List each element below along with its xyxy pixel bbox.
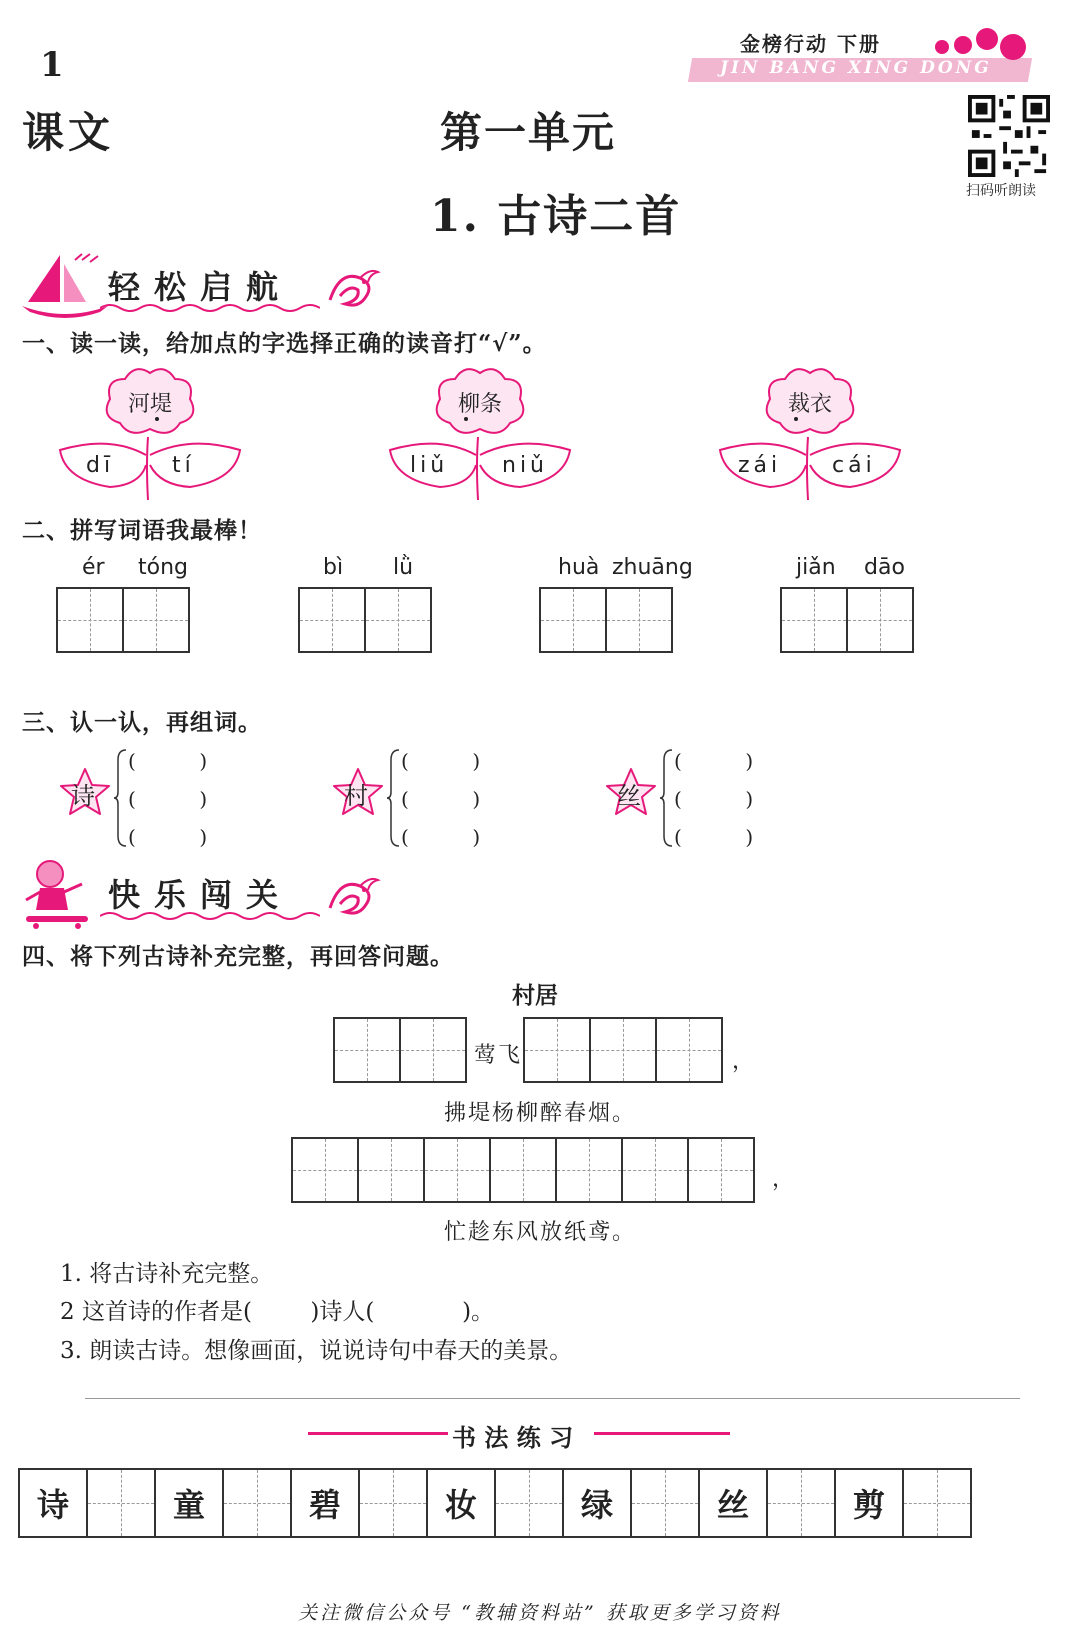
tian-cell[interactable] <box>399 1017 467 1083</box>
tian-cell[interactable] <box>780 587 848 653</box>
brand-dot-icon <box>935 40 949 54</box>
poem-line4: 忙趁东风放纸鸢。 <box>444 1220 637 1245</box>
tian-cell[interactable] <box>555 1137 623 1203</box>
recognize-group <box>331 744 571 854</box>
tian-cell[interactable] <box>298 587 366 653</box>
brand-dot-icon <box>976 28 998 50</box>
word-slot[interactable]: ( ) <box>401 787 481 811</box>
tian-cell[interactable] <box>489 1137 557 1203</box>
flower-icon <box>710 365 910 505</box>
tian-cell[interactable] <box>539 587 607 653</box>
tian-cell[interactable] <box>333 1017 401 1083</box>
banner-title: 快乐闯关 <box>108 876 293 914</box>
pinyin-option[interactable]: niǔ <box>502 453 548 478</box>
brace-icon <box>114 748 128 848</box>
page-number: 1 <box>40 45 64 85</box>
brace-icon <box>660 748 674 848</box>
pinyin-label: zhuāng <box>612 555 693 580</box>
pinyin-label: bì <box>323 555 344 580</box>
word-slot[interactable]: ( ) <box>674 787 754 811</box>
practice-cell[interactable] <box>86 1468 156 1538</box>
tian-cell[interactable] <box>621 1137 689 1203</box>
section-label: 课文 <box>22 108 115 157</box>
flower-word: 河堤 <box>127 392 172 417</box>
calligraphy-char: 碧 <box>290 1468 360 1538</box>
banner-divider <box>100 910 320 922</box>
phoenix-icon <box>320 260 382 320</box>
question-1-title: 一、读一读，给加点的字选择正确的读音打“√”。 <box>22 330 547 357</box>
flower-icon <box>50 365 250 505</box>
emphasis-dot <box>794 417 798 421</box>
practice-cell[interactable] <box>630 1468 700 1538</box>
brand-dot-icon <box>954 36 972 54</box>
tian-cell[interactable] <box>122 587 190 653</box>
calligraphy-char: 童 <box>154 1468 224 1538</box>
recognize-group <box>604 744 844 854</box>
calligraphy-char: 剪 <box>834 1468 904 1538</box>
poem-given-chars: 莺飞 <box>474 1043 523 1068</box>
poem-grid-line1-b <box>525 1017 723 1083</box>
recognize-char: 诗 <box>71 782 95 810</box>
tian-cell[interactable] <box>523 1017 591 1083</box>
qr-code-icon[interactable] <box>968 95 1050 177</box>
pinyin-label: tóng <box>138 555 188 580</box>
pinyin-option[interactable]: tí <box>172 453 195 478</box>
practice-cell[interactable] <box>494 1468 564 1538</box>
poem-punct: ， <box>732 1049 757 1074</box>
tian-cell[interactable] <box>291 1137 359 1203</box>
tian-cell[interactable] <box>364 587 432 653</box>
sub-question: 3. 朗读古诗。想像画面，说说诗句中春天的美景。 <box>60 1338 573 1364</box>
unit-title: 第一单元 <box>440 108 617 157</box>
sailboat-icon <box>20 250 110 320</box>
divider-line <box>85 1398 1020 1399</box>
footer-note: 关注微信公众号 “教辅资料站” 获取更多学习资料 <box>298 1602 782 1624</box>
banner-divider <box>100 302 320 314</box>
writing-grid <box>58 587 190 653</box>
brace-icon <box>387 748 401 848</box>
sub-question: 1. 将古诗补充完整。 <box>60 1261 274 1287</box>
question-2-title: 二、拼写词语我最棒！ <box>22 517 262 544</box>
tian-cell[interactable] <box>423 1137 491 1203</box>
recognize-group <box>58 744 298 854</box>
pinyin-option[interactable]: dī <box>86 453 115 478</box>
question-4-title: 四、将下列古诗补充完整，再回答问题。 <box>22 943 454 970</box>
calligraphy-char: 绿 <box>562 1468 632 1538</box>
practice-cell[interactable] <box>358 1468 428 1538</box>
phoenix-icon <box>320 868 382 928</box>
kid-skateboard-icon <box>20 858 110 930</box>
flower-item <box>380 365 580 505</box>
calligraphy-grid <box>20 1468 972 1538</box>
tian-cell[interactable] <box>687 1137 755 1203</box>
poem-title: 村居 <box>512 982 558 1009</box>
banner-section1 <box>20 250 380 322</box>
practice-cell[interactable] <box>766 1468 836 1538</box>
brand-english: JIN BANG XING DONG <box>720 58 992 78</box>
lesson-title: 1. 古诗二首 <box>430 191 682 242</box>
calligraphy-char: 妆 <box>426 1468 496 1538</box>
poem-grid-line3 <box>293 1137 755 1203</box>
tian-cell[interactable] <box>56 587 124 653</box>
tian-cell[interactable] <box>589 1017 657 1083</box>
banner-title: 轻松启航 <box>108 268 293 306</box>
pinyin-label: lǜ <box>393 555 414 580</box>
flower-word: 柳条 <box>457 392 502 417</box>
flower-word: 裁衣 <box>787 392 832 417</box>
calligraphy-char: 诗 <box>18 1468 88 1538</box>
pinyin-option[interactable]: zái <box>738 453 782 478</box>
writing-grid <box>782 587 914 653</box>
emphasis-dot <box>464 417 468 421</box>
question-3-title: 三、认一认，再组词。 <box>22 709 262 736</box>
poem-punct: ， <box>772 1167 797 1192</box>
recognize-char: 村 <box>344 782 368 810</box>
emphasis-dot <box>155 417 159 421</box>
calligraphy-title: 书 法 练 习 <box>452 1423 574 1452</box>
word-slot[interactable]: ( ) <box>401 749 481 773</box>
calligraphy-title-rule <box>308 1432 448 1435</box>
word-slot[interactable]: ( ) <box>674 749 754 773</box>
poem-grid-line1-a <box>335 1017 467 1083</box>
writing-grid <box>541 587 673 653</box>
pinyin-label: dāo <box>864 555 905 580</box>
brand-chinese: 金榜行动 下册 <box>740 32 881 56</box>
pinyin-option[interactable]: liǔ <box>410 453 449 478</box>
recognize-char: 丝 <box>617 782 641 810</box>
word-slot[interactable]: ( ) <box>128 825 208 849</box>
sub-question: 2 这首诗的作者是( )诗人( )。 <box>60 1299 495 1325</box>
word-slot[interactable]: ( ) <box>128 787 208 811</box>
poem-line2: 拂堤杨柳醉春烟。 <box>444 1101 637 1126</box>
pinyin-label: ér <box>82 555 105 580</box>
tian-cell[interactable] <box>846 587 914 653</box>
word-slot[interactable]: ( ) <box>674 825 754 849</box>
brand-dot-icon <box>1000 34 1026 60</box>
banner-section2 <box>20 858 380 930</box>
tian-cell[interactable] <box>605 587 673 653</box>
pinyin-label: huà <box>558 555 600 580</box>
flower-item <box>50 365 250 505</box>
calligraphy-title-rule <box>594 1432 730 1435</box>
pinyin-option[interactable]: cái <box>832 453 876 478</box>
tian-cell[interactable] <box>357 1137 425 1203</box>
flower-icon <box>380 365 580 505</box>
pinyin-label: jiǎn <box>796 555 836 580</box>
flower-item <box>710 365 910 505</box>
word-slot[interactable]: ( ) <box>128 749 208 773</box>
word-slot[interactable]: ( ) <box>401 825 481 849</box>
calligraphy-char: 丝 <box>698 1468 768 1538</box>
practice-cell[interactable] <box>902 1468 972 1538</box>
brand-header <box>690 28 1030 88</box>
writing-grid <box>300 587 432 653</box>
tian-cell[interactable] <box>655 1017 723 1083</box>
practice-cell[interactable] <box>222 1468 292 1538</box>
qr-caption: 扫码听朗读 <box>966 183 1036 199</box>
